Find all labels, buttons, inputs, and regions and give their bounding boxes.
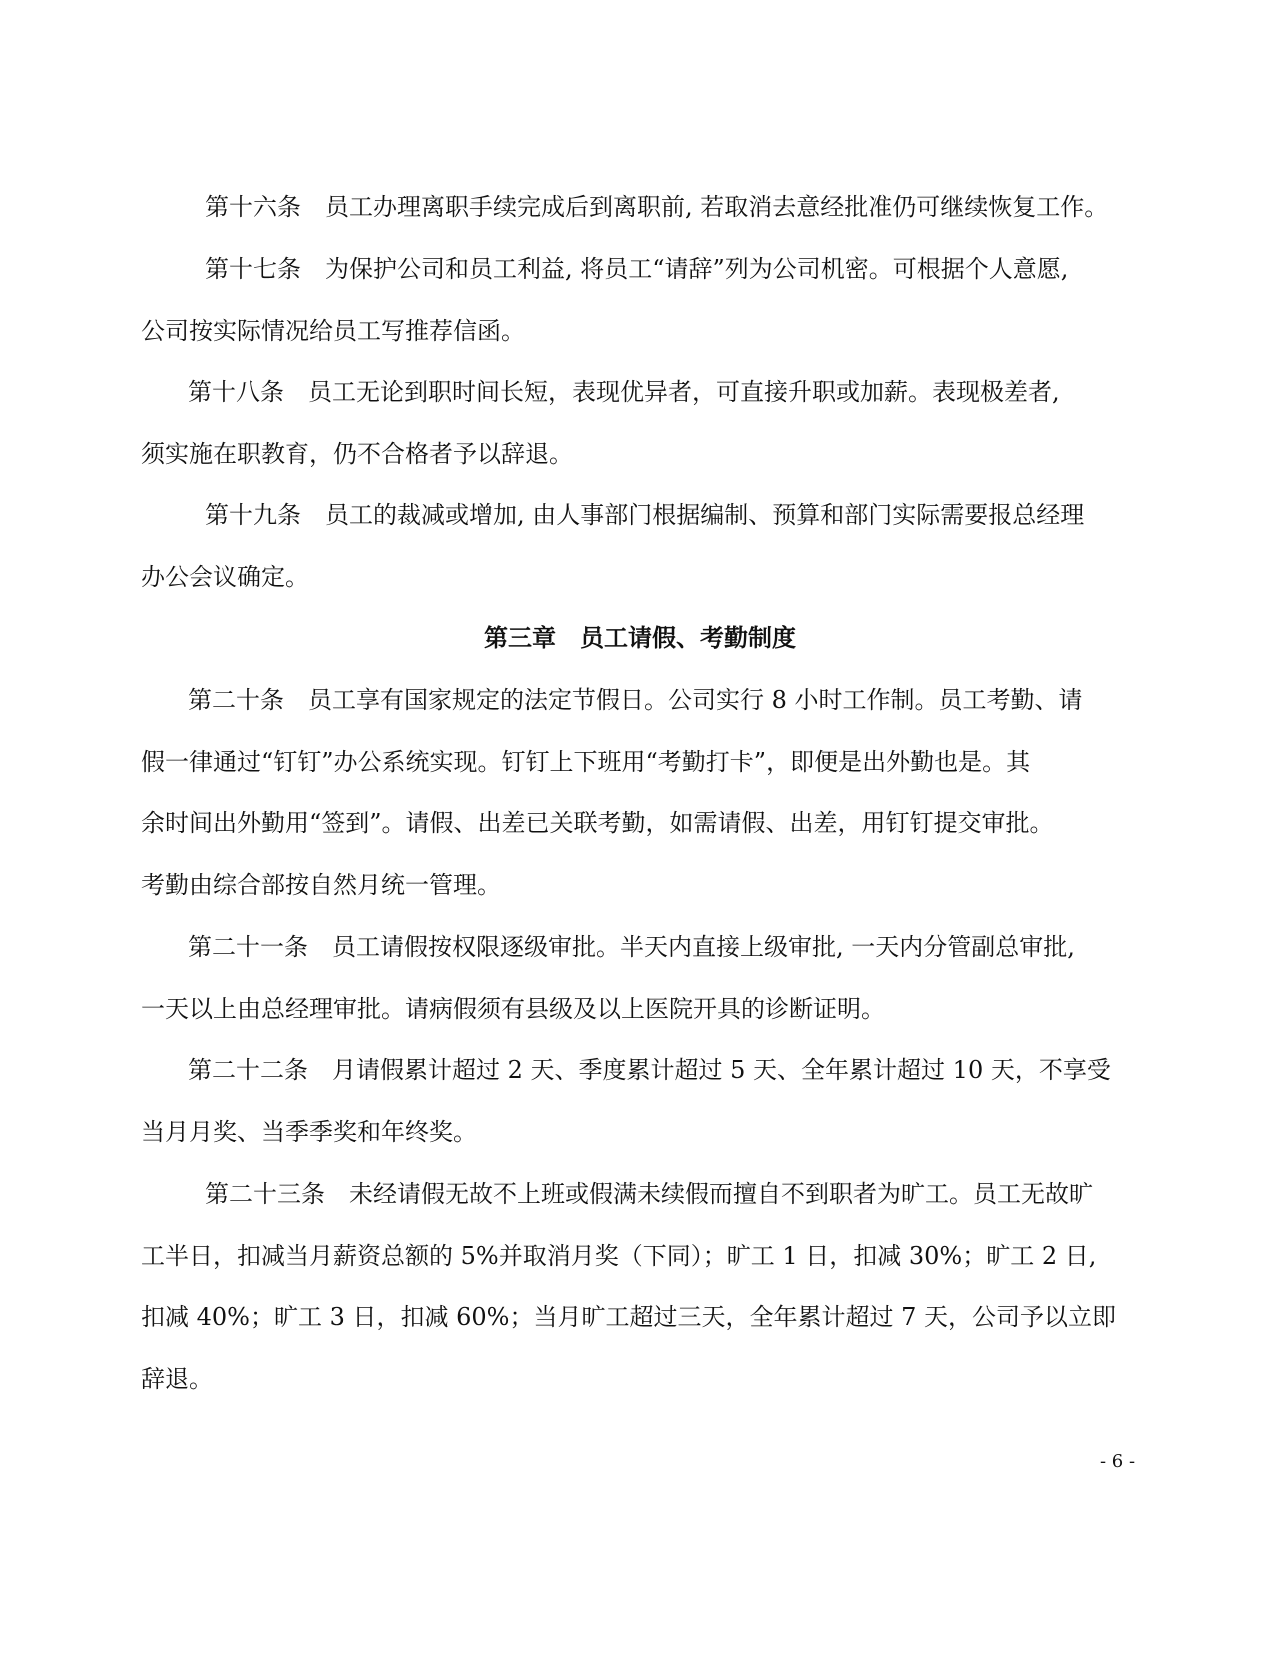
text-line: 一天以上由总经理审批。请病假须有县级及以上医院开具的诊断证明。: [141, 995, 885, 1023]
text-line: 工半日，扣减当月薪资总额的 5%并取消月奖（下同）；旷工 1 日，扣减 30%；旷工 2 日,: [141, 1242, 1097, 1270]
text-line: 第十九条 员工的裁减或增加, 由人事部门根据编制、预算和部门实际需要报总经理: [205, 501, 1085, 529]
text-line: 扣减 40%；旷工 3 日，扣减 60%；当月旷工超过三天，全年累计超过 7 天，公司予以立即: [141, 1303, 1116, 1331]
text-line: 考勤由综合部按自然月统一管理。: [141, 871, 501, 899]
page-number: - 6 -: [1100, 1451, 1136, 1472]
text-line: 公司按实际情况给员工写推荐信函。: [141, 317, 525, 345]
text-line: 余时间出外勤用“签到”。请假、出差已关联考勤，如需请假、出差，用钉钉提交审批。: [141, 809, 1054, 837]
text-line: 第二十一条 员工请假按权限逐级审批。半天内直接上级审批, 一天内分管副总审批,: [188, 933, 1075, 961]
text-line: 第十六条 员工办理离职手续完成后到离职前, 若取消去意经批准仍可继续恢复工作。: [205, 193, 1109, 221]
text-line: 辞退。: [141, 1365, 213, 1393]
text-line: 当月月奖、当季季奖和年终奖。: [141, 1118, 477, 1146]
text-line: 办公会议确定。: [141, 563, 309, 591]
text-line: 假一律通过“钉钉”办公系统实现。钉钉上下班用“考勤打卡”，即便是出外勤也是。其: [141, 748, 1031, 776]
text-line: 第二十二条 月请假累计超过 2 天、季度累计超过 5 天、全年累计超过 10 天，不享受: [188, 1056, 1111, 1084]
text-line: 第二十三条 未经请假无故不上班或假满未续假而擅自不到职者为旷工。员工无故旷: [205, 1180, 1093, 1208]
text-line: 第二十条 员工享有国家规定的法定节假日。公司实行 8 小时工作制。员工考勤、请: [188, 686, 1083, 714]
text-line: 第十八条 员工无论到职时间长短，表现优异者，可直接升职或加薪。表现极差者,: [188, 378, 1060, 406]
chapter-heading: 第三章 员工请假、考勤制度: [484, 623, 796, 652]
text-line: 第十七条 为保护公司和员工利益, 将员工“请辞”列为公司机密。可根据个人意愿,: [205, 255, 1069, 283]
text-line: 须实施在职教育，仍不合格者予以辞退。: [141, 440, 573, 468]
